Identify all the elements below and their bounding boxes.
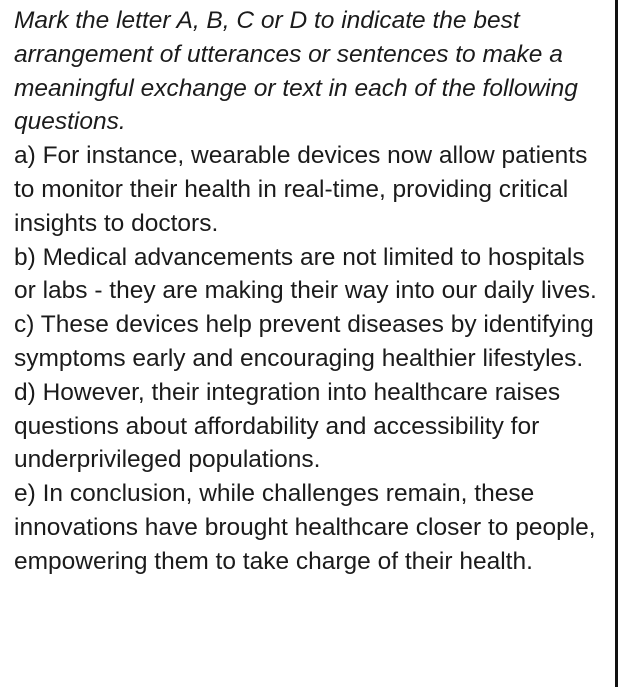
sentence-e: e) In conclusion, while challenges remain, these innovations have brought healthcare closer to people, empowering them to take charge of their health. — [14, 480, 596, 575]
sentence-c: c) These devices help prevent diseases by identifying symptoms early and encouraging healthier lifestyles. — [14, 311, 594, 372]
instruction-text: Mark the letter A, B, C or D to indicate the best arrangement of utterances or sentences to make a meaningful exchange or text in each of the following questions. — [14, 7, 578, 136]
sentence-d: d) However, their integration into healthcare raises questions about affordability and accessibility for underprivileged populations. — [14, 378, 561, 474]
question-content — [14, 4, 610, 579]
sentence-b: b) Medical advancements are not limited to hospitals or labs - they are making their way into our daily lives. — [14, 243, 597, 305]
sentence-a: a) For instance, wearable devices now allow patients to monitor their health in real-time, providing critical insights to doctors. — [14, 142, 588, 237]
